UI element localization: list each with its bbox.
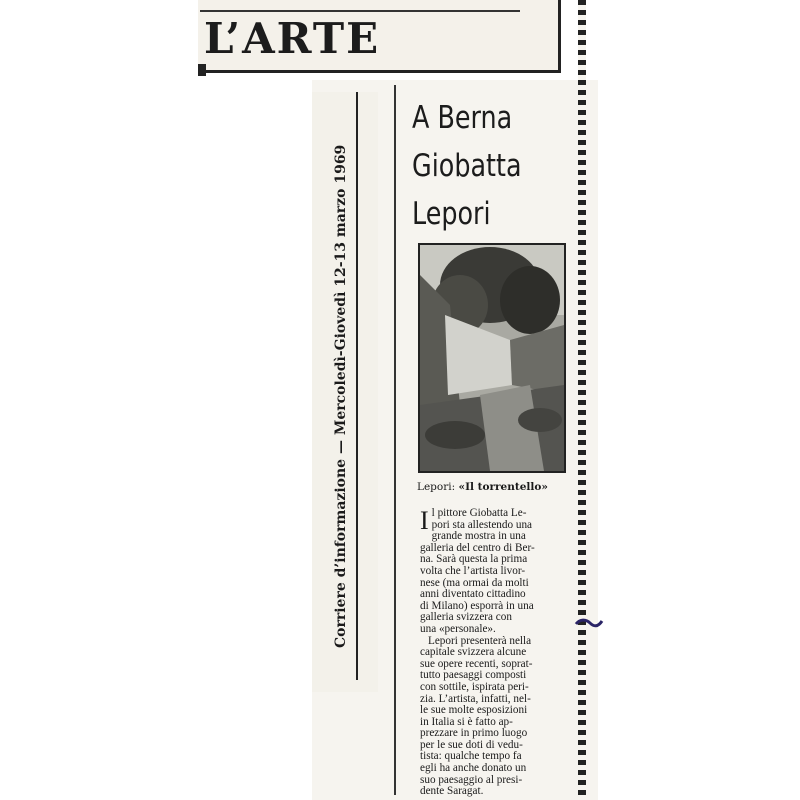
- article-paragraph-1: l pittore Giobatta Le- pori sta allestendo una grande mostra in una galleria del centro di Ber- na. Sarà questa la prima volta che l’artista livor- nese (ma ormai da molti anni diventato cittadino di Milano) esporrà in una galleria svizzera con una «personale».: [420, 507, 535, 635]
- headline-line-2: Giobatta: [412, 148, 522, 184]
- painting-photo: [418, 243, 566, 473]
- article-headline: [412, 94, 543, 238]
- section-title: L’ARTE: [204, 14, 381, 63]
- header-stub: [198, 64, 206, 76]
- article-body: [420, 508, 572, 798]
- headline-line-1: A Berna: [412, 100, 513, 136]
- headline-line-3: Lepori: [412, 196, 491, 232]
- column-rule: [394, 85, 396, 795]
- caption-artist: Lepori:: [417, 481, 456, 493]
- painting-image: [420, 245, 564, 471]
- header-rule: [200, 10, 520, 12]
- article-paragraph-2: Lepori presenterà nella capitale svizzera alcune sue opere recenti, soprat- tutto paesaggi composti con sottile, ispirata peri- zia. L’artista, infatti, nel- le sue molte esposizioni in Italia si è fatto ap- prezzare in primo luogo per le sue doti di vedu- tista: qualche tempo fa egli ha anche donato un suo paesaggio al presi- dente Saragat.: [420, 634, 533, 798]
- publication-line: [333, 88, 357, 648]
- drop-cap: I: [420, 506, 429, 535]
- photo-caption: [417, 481, 548, 493]
- torn-edge: [578, 0, 586, 800]
- publication-text: Corriere d’informazione — Mercoledì-Giovedì 12-13 marzo 1969: [333, 144, 349, 648]
- ink-mark: [574, 616, 604, 630]
- caption-title: «Il torrentello»: [458, 481, 548, 493]
